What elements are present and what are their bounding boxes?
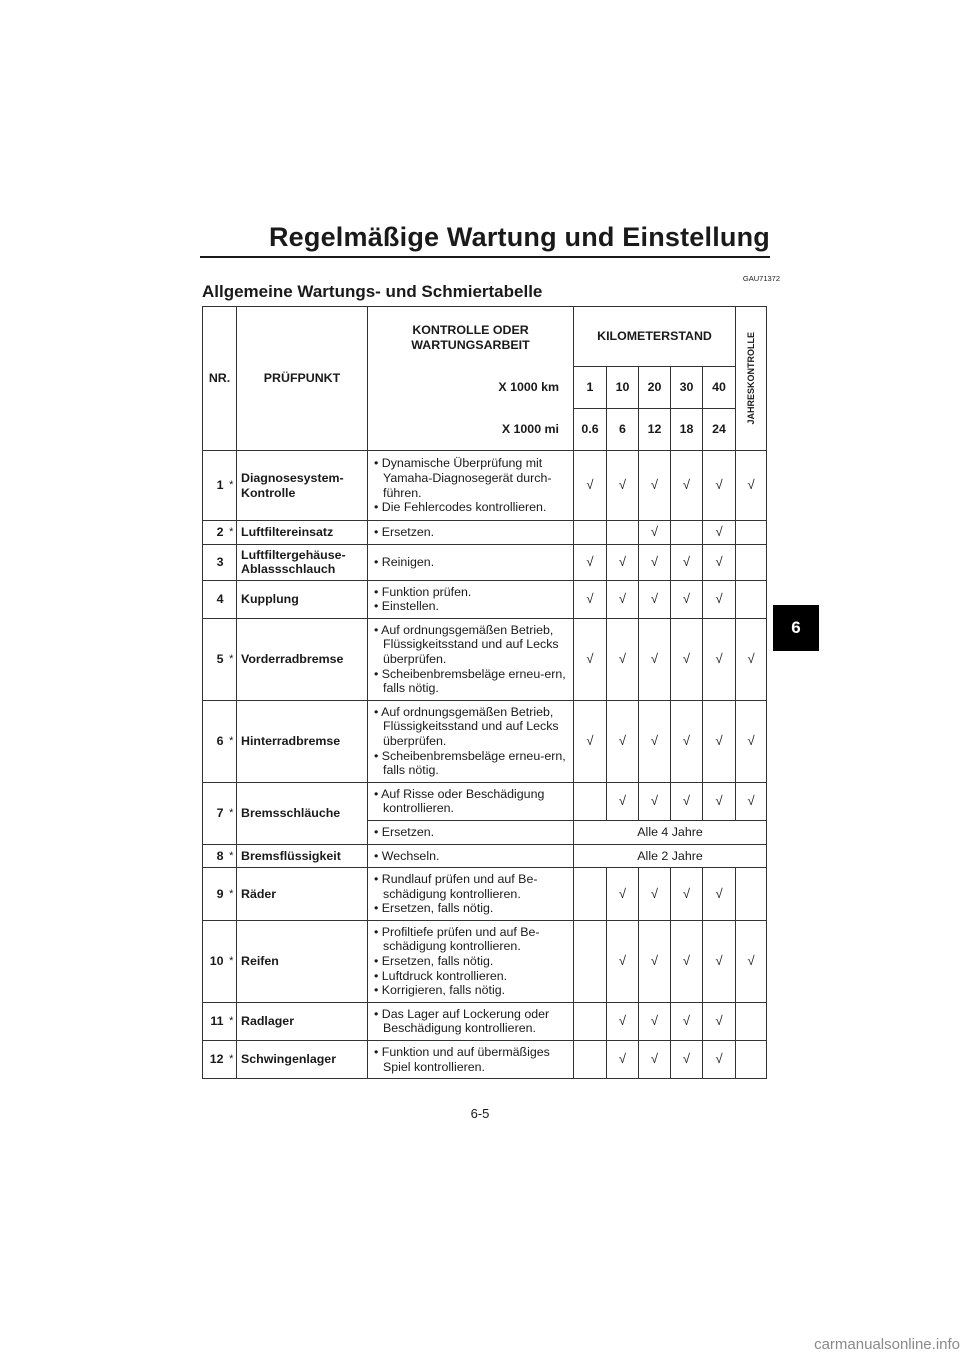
- check-mark: √: [671, 451, 703, 521]
- row-number: 6: [203, 700, 227, 782]
- row-number: 3: [203, 544, 227, 580]
- row-number: 12: [203, 1041, 227, 1079]
- check-mark: √: [639, 782, 671, 820]
- row-actions: [368, 580, 574, 618]
- action-item: • Auf Risse oder Beschädigung kontrollieren.: [374, 787, 569, 816]
- check-mark: √: [703, 521, 736, 545]
- row-actions: [368, 844, 574, 868]
- action-list: [374, 1007, 569, 1036]
- action-list: [374, 705, 569, 778]
- table-row: [203, 844, 767, 868]
- check-mark: √: [639, 700, 671, 782]
- row-actions: [368, 1041, 574, 1079]
- check-mark: √: [607, 700, 639, 782]
- check-mark: √: [671, 868, 703, 921]
- header-mi: 24: [703, 409, 736, 451]
- check-mark: √: [703, 782, 736, 820]
- row-number: 5: [203, 618, 227, 700]
- row-actions: [368, 618, 574, 700]
- action-list: [374, 585, 569, 614]
- check-mark: [736, 580, 767, 618]
- check-mark: √: [639, 920, 671, 1002]
- row-star: *: [227, 618, 237, 700]
- check-mark: √: [671, 1041, 703, 1079]
- table-header: [203, 307, 767, 451]
- header-nr: NR.: [203, 307, 237, 451]
- row-star: *: [227, 868, 237, 921]
- row-star: [227, 544, 237, 580]
- table-row: [203, 1041, 767, 1079]
- action-item: • Rundlauf prüfen und auf Be-schädigung kontrollieren.: [374, 872, 569, 901]
- check-mark: [671, 521, 703, 545]
- action-list: [374, 787, 569, 816]
- action-item: • Funktion und auf übermäßiges Spiel kontrollieren.: [374, 1045, 569, 1074]
- chapter-tab: 6: [773, 605, 819, 651]
- check-mark: [736, 1002, 767, 1040]
- check-mark: √: [607, 1041, 639, 1079]
- check-mark: √: [671, 1002, 703, 1040]
- check-mark: √: [736, 618, 767, 700]
- check-mark: √: [639, 451, 671, 521]
- row-actions: [368, 521, 574, 545]
- header-mi: 6: [607, 409, 639, 451]
- check-mark: √: [607, 544, 639, 580]
- check-mark: [574, 920, 607, 1002]
- table-row: [203, 580, 767, 618]
- header-km: 40: [703, 367, 736, 409]
- doc-code: GAU71372: [742, 274, 780, 283]
- check-mark: [736, 544, 767, 580]
- action-item: • Ersetzen.: [374, 825, 569, 840]
- interval-text: Alle 4 Jahre: [574, 820, 767, 844]
- row-star: *: [227, 700, 237, 782]
- action-item: • Wechseln.: [374, 849, 569, 864]
- action-item: • Scheibenbremsbeläge erneu-ern, falls nötig.: [374, 749, 569, 778]
- action-item: • Dynamische Überprüfung mit Yamaha-Diagnosegerät durch-führen.: [374, 456, 569, 500]
- page-number: 6-5: [470, 1106, 490, 1121]
- maintenance-table: [202, 306, 767, 1079]
- action-item: • Profiltiefe prüfen und auf Be-schädigung kontrollieren.: [374, 925, 569, 954]
- header-mi: 12: [639, 409, 671, 451]
- row-item: Räder: [237, 868, 368, 921]
- row-actions: [368, 700, 574, 782]
- row-item: Bremsschläuche: [237, 782, 368, 844]
- header-annual: JAHRESKONTROLLE: [745, 332, 756, 425]
- table-row: [203, 544, 767, 580]
- check-mark: [574, 1041, 607, 1079]
- check-mark: [736, 1041, 767, 1079]
- row-number: 1: [203, 451, 227, 521]
- check-mark: √: [671, 544, 703, 580]
- check-mark: √: [671, 700, 703, 782]
- row-star: *: [227, 1041, 237, 1079]
- check-mark: √: [639, 580, 671, 618]
- check-mark: √: [639, 544, 671, 580]
- header-km-label: X 1000 km: [368, 367, 574, 409]
- check-mark: √: [607, 868, 639, 921]
- check-mark: √: [607, 580, 639, 618]
- check-mark: √: [607, 782, 639, 820]
- check-mark: √: [703, 618, 736, 700]
- title-rule: [200, 256, 770, 258]
- row-item: Luftfiltereinsatz: [237, 521, 368, 545]
- section-title: Allgemeine Wartungs- und Schmiertabelle: [202, 282, 543, 301]
- action-item: • Einstellen.: [374, 599, 569, 614]
- check-mark: √: [639, 618, 671, 700]
- table-row: [203, 782, 767, 820]
- check-mark: √: [639, 868, 671, 921]
- row-number: 10: [203, 920, 227, 1002]
- table-row: [203, 521, 767, 545]
- action-list: [374, 1045, 569, 1074]
- check-mark: [607, 521, 639, 545]
- table-row: [203, 868, 767, 921]
- row-number: 2: [203, 521, 227, 545]
- row-item: Hinterradbremse: [237, 700, 368, 782]
- row-number: 8: [203, 844, 227, 868]
- action-list: [374, 925, 569, 998]
- page-title: Regelmäßige Wartung und Einstellung: [268, 222, 770, 252]
- check-mark: √: [607, 920, 639, 1002]
- check-mark: √: [607, 451, 639, 521]
- check-mark: √: [574, 451, 607, 521]
- row-number: 4: [203, 580, 227, 618]
- header-mi: 0.6: [574, 409, 607, 451]
- row-star: [227, 580, 237, 618]
- row-item: Radlager: [237, 1002, 368, 1040]
- check-mark: √: [671, 580, 703, 618]
- watermark: carmanualsonline.info: [814, 1336, 960, 1353]
- row-item: Kupplung: [237, 580, 368, 618]
- check-mark: √: [671, 618, 703, 700]
- check-mark: √: [607, 1002, 639, 1040]
- header-km: 1: [574, 367, 607, 409]
- check-mark: √: [703, 920, 736, 1002]
- row-star: *: [227, 920, 237, 1002]
- header-odometer: KILOMETERSTAND: [574, 307, 736, 367]
- row-item: Diagnosesystem-Kontrolle: [237, 451, 368, 521]
- header-km: 10: [607, 367, 639, 409]
- table-row: [203, 700, 767, 782]
- header-mi: 18: [671, 409, 703, 451]
- table-row: [203, 618, 767, 700]
- check-mark: √: [703, 868, 736, 921]
- check-mark: √: [607, 618, 639, 700]
- action-item: • Ersetzen, falls nötig.: [374, 901, 569, 916]
- action-item: • Das Lager auf Lockerung oder Beschädigung kontrollieren.: [374, 1007, 569, 1036]
- action-item: • Auf ordnungsgemäßen Betrieb, Flüssigkeitsstand und auf Lecks überprüfen.: [374, 623, 569, 667]
- check-mark: √: [736, 920, 767, 1002]
- check-mark: √: [639, 521, 671, 545]
- table-row: [203, 451, 767, 521]
- action-item: • Die Fehlercodes kontrollieren.: [374, 500, 569, 515]
- row-actions: [368, 544, 574, 580]
- row-star: *: [227, 782, 237, 844]
- row-star: *: [227, 451, 237, 521]
- row-number: 9: [203, 868, 227, 921]
- action-list: [374, 872, 569, 916]
- check-mark: [574, 782, 607, 820]
- action-item: • Funktion prüfen.: [374, 585, 569, 600]
- table-body: [203, 451, 767, 1079]
- check-mark: √: [574, 580, 607, 618]
- check-mark: √: [639, 1041, 671, 1079]
- row-number: 7: [203, 782, 227, 844]
- row-actions: [368, 920, 574, 1002]
- row-number: 11: [203, 1002, 227, 1040]
- check-mark: √: [639, 1002, 671, 1040]
- check-mark: [574, 521, 607, 545]
- action-item: • Korrigieren, falls nötig.: [374, 983, 569, 998]
- action-item: • Auf ordnungsgemäßen Betrieb, Flüssigkeitsstand und auf Lecks überprüfen.: [374, 705, 569, 749]
- header-mi-label: X 1000 mi: [368, 409, 574, 451]
- check-mark: √: [671, 782, 703, 820]
- action-item: • Luftdruck kontrollieren.: [374, 969, 569, 984]
- row-item: Vorderradbremse: [237, 618, 368, 700]
- check-mark: √: [671, 920, 703, 1002]
- check-mark: √: [574, 618, 607, 700]
- row-item: Schwingenlager: [237, 1041, 368, 1079]
- row-star: *: [227, 521, 237, 545]
- header-action: KONTROLLE ODER WARTUNGSARBEIT: [368, 307, 574, 367]
- action-list: [374, 623, 569, 696]
- header-km: 30: [671, 367, 703, 409]
- action-list: [374, 555, 569, 570]
- check-mark: [574, 1002, 607, 1040]
- action-item: • Reinigen.: [374, 555, 569, 570]
- action-list: [374, 456, 569, 514]
- row-actions: [368, 820, 574, 844]
- action-list: [374, 525, 569, 540]
- check-mark: √: [574, 544, 607, 580]
- row-actions: [368, 451, 574, 521]
- check-mark: √: [736, 451, 767, 521]
- row-actions: [368, 1002, 574, 1040]
- action-item: • Ersetzen, falls nötig.: [374, 954, 569, 969]
- header-annual-cell: [736, 307, 767, 451]
- check-mark: [574, 868, 607, 921]
- row-star: *: [227, 844, 237, 868]
- check-mark: √: [703, 544, 736, 580]
- interval-text: Alle 2 Jahre: [574, 844, 767, 868]
- check-mark: √: [736, 700, 767, 782]
- check-mark: [736, 868, 767, 921]
- check-mark: √: [574, 700, 607, 782]
- check-mark: [736, 521, 767, 545]
- action-list: [374, 849, 569, 864]
- header-item: PRÜFPUNKT: [237, 307, 368, 451]
- check-mark: √: [703, 700, 736, 782]
- row-item: Luftfiltergehäuse-Ablassschlauch: [237, 544, 368, 580]
- header-km: 20: [639, 367, 671, 409]
- row-item: Reifen: [237, 920, 368, 1002]
- check-mark: √: [703, 580, 736, 618]
- action-list: [374, 825, 569, 840]
- row-actions: [368, 782, 574, 820]
- check-mark: √: [703, 451, 736, 521]
- check-mark: √: [703, 1002, 736, 1040]
- row-star: *: [227, 1002, 237, 1040]
- table-row: [203, 1002, 767, 1040]
- action-item: • Ersetzen.: [374, 525, 569, 540]
- row-item: Bremsflüssigkeit: [237, 844, 368, 868]
- check-mark: √: [736, 782, 767, 820]
- check-mark: √: [703, 1041, 736, 1079]
- table-row: [203, 920, 767, 1002]
- action-item: • Scheibenbremsbeläge erneu-ern, falls nötig.: [374, 667, 569, 696]
- row-actions: [368, 868, 574, 921]
